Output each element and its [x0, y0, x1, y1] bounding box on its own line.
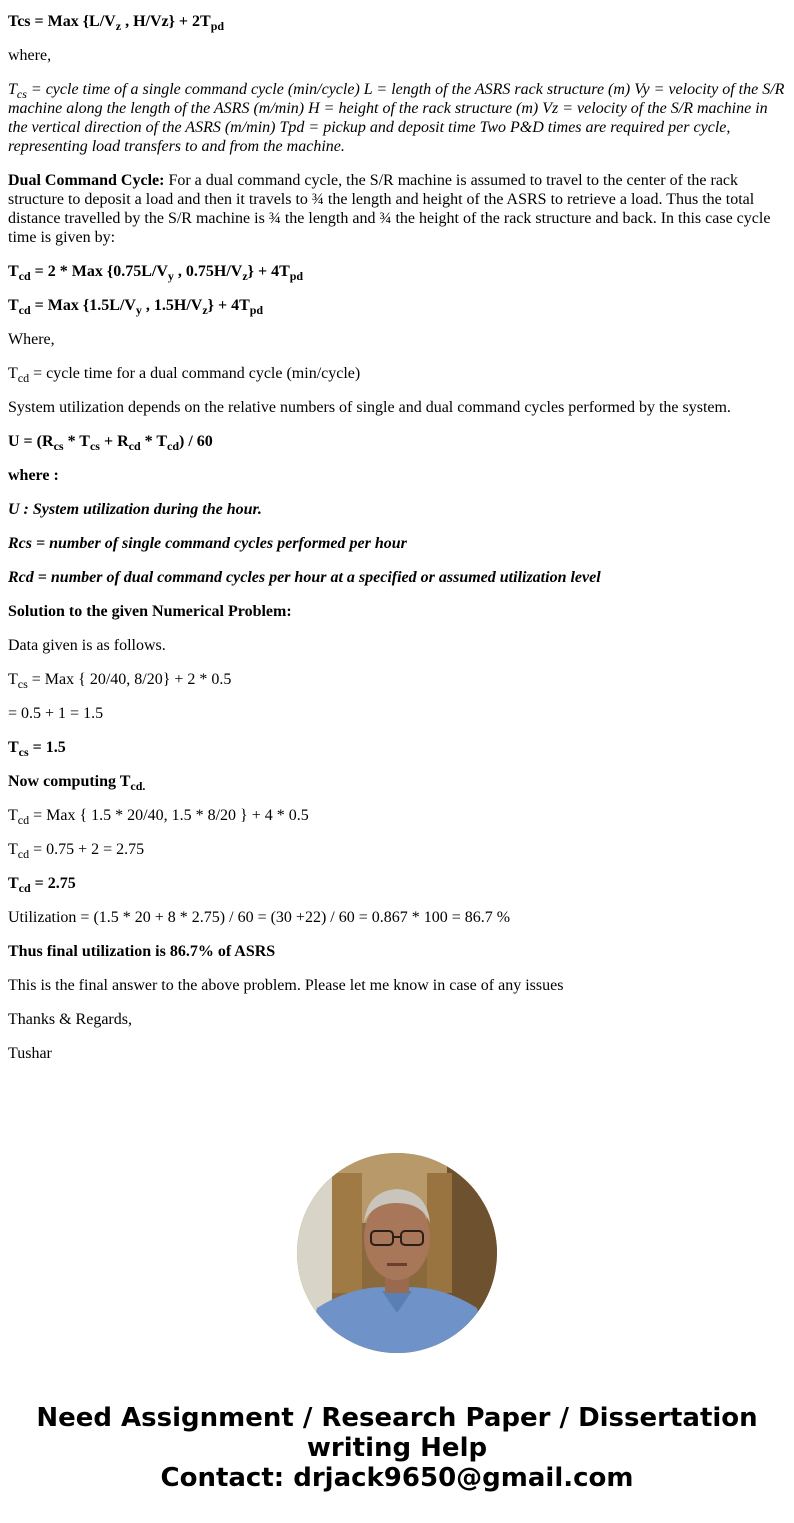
- banner-line-2: writing Help: [306, 1433, 488, 1463]
- variable-definitions: $T_{cs}$ = cycle time of a single command cycle (min/cycle) L = length of the ASRS rack structure (m) Vy = velocity of the S/R machine along the length of the ASRS (m/min) H = height of the rack structure (m) Vz = velocity of the S/R machine in the vertical direction of the ASRS (m/min) Tpd = pickup and deposit time Two P&D times are required per cycle, representing load transfers to and from the machine.: [8, 81, 785, 155]
- equation-tcd-2: $T_{cd}$ = Max {$1.5L/V_y$ , $1.5H/V_z\} + 4T_{pd}$: [8, 297, 264, 318]
- calc-tcd: $T_{cd}$ = Max { 1.5 * 20/40, 1.5 * 8/20 } + 4 * 0.5: [8, 807, 309, 828]
- author-avatar: [297, 1153, 497, 1353]
- solution-heading: Solution to the given Numerical Problem:: [8, 603, 292, 620]
- utilization-calc: Utilization = (1.5 * 20 + 8 * 2.75) / 60 = (30 +22) / 60 = 0.867 * 100 = 86.7 %: [8, 909, 511, 926]
- dual-command-paragraph: Dual Command Cycle: For a dual command cycle, the S/R machine is assumed to travel to the center of the rack structure to deposit a load and then it travels to ¾ the length and height of the ASRS to retrieve a load. Thus the total distance travelled by the S/R machine is ¾ the length and ¾ the height of the rack structure and back. In this case cycle time is given by:: [8, 172, 771, 246]
- computing-tcd: Now computing $T_{cd.}$: [8, 773, 146, 794]
- author-name: Tushar: [8, 1045, 52, 1062]
- data-given: Data given is as follows.: [8, 637, 166, 654]
- banner-contact: Contact: drjack9650@gmail.com: [160, 1463, 634, 1493]
- equation-utilization: $U = (R_{cs} * T_{cs} + R_{cd} * T_{cd}) / 60$: [8, 433, 213, 454]
- thanks-text: Thanks & Regards,: [8, 1011, 132, 1028]
- solution-document: [8, 0, 788, 1078]
- final-answer: Thus final utilization is 86.7% of ASRS: [8, 943, 276, 960]
- u-definition: U : System utilization during the hour.: [8, 501, 262, 518]
- banner-line-1: Need Assignment / Research Paper / Dissertation: [36, 1403, 758, 1433]
- where-label-2: Where,: [8, 331, 55, 348]
- calc-tcs-2: = 0.5 + 1 = 1.5: [8, 705, 104, 722]
- result-tcs: $T_{cs} = 1.5$: [8, 739, 66, 760]
- rcs-definition: Rcs = number of single command cycles performed per hour: [8, 535, 407, 552]
- result-tcd: $T_{cd} = 2.75$: [8, 875, 76, 896]
- where-label: where,: [8, 47, 52, 64]
- rcd-definition: Rcd = number of dual command cycles per hour at a specified or assumed utilization level: [8, 569, 601, 586]
- where-label-3: where :: [8, 467, 59, 484]
- utilization-intro: System utilization depends on the relative numbers of single and dual command cycles performed by the system.: [8, 399, 731, 416]
- equation-tcs: Tcs = Max {$L/V_z$ , $H/Vz\} + 2T_{pd}$: [8, 13, 225, 34]
- calc-tcd-2: $T_{cd} = 0.75 + 2 = 2.75$: [8, 841, 145, 862]
- tcd-definition: $T_{cd}$ = cycle time for a dual command cycle (min/cycle): [8, 365, 361, 386]
- equation-tcd-1: $T_{cd} = 2$ * Max {$0.75L/V_y$ , $0.75H/V_z\} + 4T_{pd}$: [8, 263, 304, 284]
- calc-tcs: $T_{cs}$ = Max { 20/40, 8/20} + 2 * 0.5: [8, 671, 232, 692]
- closing-text: This is the final answer to the above problem. Please let me know in case of any issues: [8, 977, 564, 994]
- author-photo: [297, 1153, 497, 1353]
- help-banner: [0, 1403, 794, 1493]
